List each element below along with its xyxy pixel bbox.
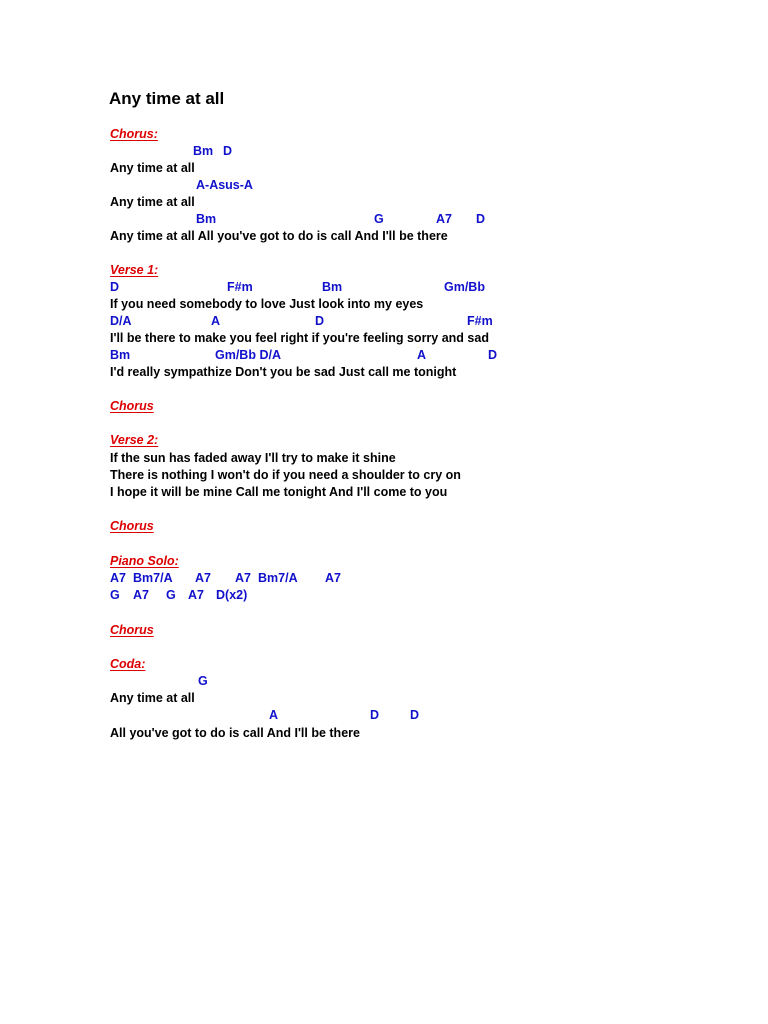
lyric-text: Any time at all [110,195,195,209]
section-label-chorus: Chorus [110,519,154,533]
piano-solo-heading-line [0,553,768,570]
lyric-text: If the sun has faded away I'll try to make it shine [110,451,396,465]
chord-line [0,707,768,724]
lyric-line [0,330,768,347]
chord-line [0,177,768,194]
lyric-line [0,364,768,381]
chord: D(x2) [216,588,248,602]
section-label-piano-solo: Piano Solo: [110,554,179,568]
section-label-verse-2: Verse 2: [110,433,159,447]
section-label-chorus: Chorus [110,623,154,637]
chord: A [417,348,427,362]
lyric-line [0,690,768,707]
chord: A-Asus-A [196,178,253,192]
section-label-chorus: Chorus [110,399,154,413]
chord-line [0,570,768,587]
chord: D [476,212,486,226]
section-label-chorus: Chorus: [110,127,158,141]
verse-heading-line [0,432,768,449]
chord-line [0,279,768,296]
chord: D [370,708,380,722]
verse-heading-line [0,262,768,279]
chord-line [0,347,768,364]
chord: A7 [325,571,341,585]
chord-line [0,211,768,228]
section-label-coda: Coda: [110,657,146,671]
chord: G [374,212,384,226]
lyric-text: Any time at all All you've got to do is call And I'll be there [110,229,448,243]
chord: D [315,314,325,328]
chord: Gm/Bb [444,280,485,294]
chord: G [166,588,176,602]
chord: A7 [110,571,126,585]
chord: A [211,314,221,328]
lyric-text: There is nothing I won't do if you need a shoulder to cry on [110,468,461,482]
lyric-line [0,467,768,484]
chord-line [0,587,768,604]
chord: Bm [110,348,131,362]
lyric-line [0,484,768,501]
lyric-line [0,160,768,177]
lyric-line [0,228,768,245]
lyric-text: If you need somebody to love Just look into my eyes [110,297,424,311]
lyric-line [0,296,768,313]
chord: A7 [133,588,149,602]
lyric-text: Any time at all [110,161,195,175]
chord: A7 [195,571,211,585]
section-label-verse-1: Verse 1: [110,263,159,277]
lyric-text: I hope it will be mine Call me tonight And I'll come to you [110,485,448,499]
chord: Bm [193,144,214,158]
lyric-line [0,725,768,742]
chord: D [223,144,233,158]
chord-line [0,313,768,330]
chord-line [0,143,768,160]
lyric-line [0,450,768,467]
chord: A7 [235,571,251,585]
chord: D [488,348,498,362]
chord: D/A [110,314,132,328]
chord: A [269,708,279,722]
chord: D [110,280,120,294]
chord: G [110,588,120,602]
chorus-heading-line [0,518,768,535]
lyric-text: I'll be there to make you feel right if you're feeling sorry and sad [110,331,489,345]
lyric-text: All you've got to do is call And I'll be there [110,726,360,740]
chord: D [410,708,420,722]
lyric-text: Any time at all [110,691,195,705]
chord: Gm/Bb D/A [215,348,281,362]
chorus-heading-line [0,126,768,143]
chorus-heading-line [0,398,768,415]
coda-heading-line [0,656,768,673]
chord: F#m [227,280,253,294]
chorus-heading-line [0,622,768,639]
chord: Bm7/A [258,571,298,585]
chord: A7 [436,212,452,226]
lyric-text: I'd really sympathize Don't you be sad Just call me tonight [110,365,457,379]
chord-line [0,673,768,690]
chord: Bm [322,280,343,294]
lyric-line [0,194,768,211]
chord: A7 [188,588,204,602]
chord: Bm7/A [133,571,173,585]
chord: F#m [467,314,493,328]
chord: G [198,674,208,688]
song-title: Any time at all [109,89,225,108]
chord: Bm [196,212,217,226]
